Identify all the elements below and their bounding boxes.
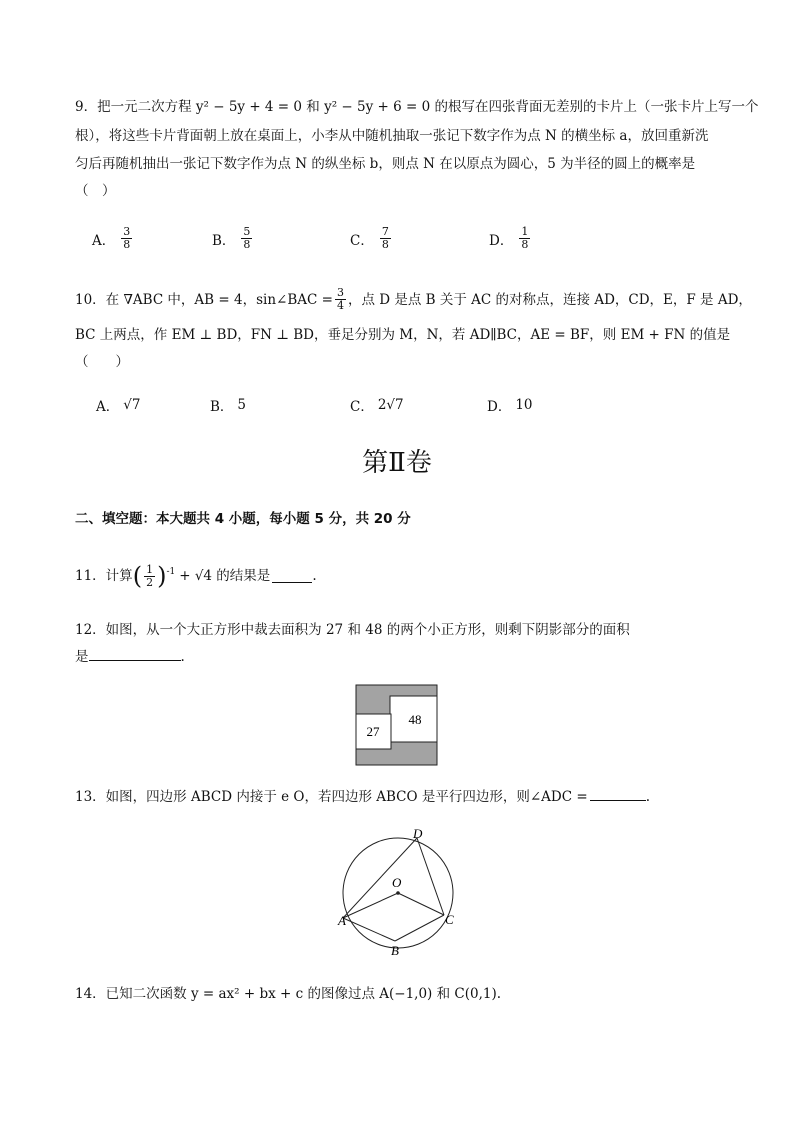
q12-square-figure xyxy=(355,684,439,766)
q9-option-d[interactable] xyxy=(489,226,532,251)
label-48: 48 xyxy=(408,712,422,727)
segment-da xyxy=(343,838,417,918)
q10-option-a[interactable] xyxy=(96,395,140,415)
q11-answer-blank[interactable] xyxy=(272,570,312,583)
q10-line-2: BC 上两点，作 EM ⊥ BD，FN ⊥ BD，垂足分别为 M，N，若 AD∥BC，AE = BF，则 EM + FN 的值是 xyxy=(75,327,731,343)
option-label: D． xyxy=(489,232,514,249)
segment-bc xyxy=(395,915,444,941)
left-paren: ( xyxy=(132,562,143,590)
option-label: B． xyxy=(212,232,236,249)
q11-suffix: + √4 的结果是 xyxy=(179,568,271,584)
q10-option-b[interactable] xyxy=(210,395,246,415)
option-label: C． xyxy=(350,399,374,415)
q9-option-a[interactable] xyxy=(92,226,134,251)
q9-line-3: 匀后再随机抽出一张记下数字作为点 N 的纵坐标 b，则点 N 在以原点为圆心，5 为半径的圆上的概率是 xyxy=(75,156,696,172)
option-fraction: $\frac{5}{8}$ xyxy=(243,225,251,251)
option-label: C． xyxy=(350,232,374,249)
option-fraction: $\frac{7}{8}$ xyxy=(381,225,389,251)
option-fraction: $\frac{3}{8}$ xyxy=(123,225,131,251)
center-point xyxy=(396,891,400,895)
option-label: D． xyxy=(487,399,512,415)
segment-ao xyxy=(343,893,398,918)
q9-line-1: 9．把一元二次方程 y² − 5y + 4 = 0 和 y² − 5y + 6 = 0 的根写在四张背面无差别的卡片上（一张卡片上写一个 xyxy=(75,99,759,115)
q13-text: 13．如图，四边形 ABCD 内接于 e O，若四边形 ABCO 是平行四边形，则∠ADC = xyxy=(75,789,588,805)
q11-fraction: $\frac{1}{2}$ xyxy=(146,562,154,589)
label-d: D xyxy=(413,826,423,841)
option-label: B． xyxy=(210,399,234,415)
q10-text-a: 10．在 ∇ABC 中，AB = 4，sin∠BAC = xyxy=(75,291,333,308)
option-label: A． xyxy=(96,399,120,415)
q11-line xyxy=(75,560,317,592)
q10-option-d[interactable] xyxy=(487,395,533,415)
section-heading: 二、填空题：本大题共 4 小题，每小题 5 分，共 20 分 xyxy=(75,511,411,527)
right-paren: ) xyxy=(157,562,167,590)
q11-end: . xyxy=(312,568,317,584)
q12-answer-blank[interactable] xyxy=(89,648,181,661)
q14-line: 14．已知二次函数 y = ax² + bx + c 的图像过点 A(−1,0) 和 C(0,1). xyxy=(75,986,502,1002)
q13-circle-figure xyxy=(334,823,464,958)
q11-exponent: -1 xyxy=(166,567,176,577)
q12-line-2 xyxy=(75,647,185,667)
q10-text-b: ，点 D 是点 B 关于 AC 的对称点，连接 AD，CD，E，F 是 AD， xyxy=(347,291,752,308)
q13-line xyxy=(75,787,650,807)
q13-end: . xyxy=(645,789,650,805)
segment-ab xyxy=(343,918,395,941)
q13-answer-blank[interactable] xyxy=(590,788,646,801)
option-fraction: $\frac{1}{8}$ xyxy=(521,225,529,251)
label-b: B xyxy=(391,943,399,958)
option-value: 2√7 xyxy=(377,397,404,413)
label-27: 27 xyxy=(366,724,380,739)
q10-line-3: （ ） xyxy=(75,354,129,370)
q10-line-1 xyxy=(75,287,752,312)
q11-prefix: 11．计算 xyxy=(75,568,133,584)
label-c: C xyxy=(445,912,454,927)
label-a: A xyxy=(338,913,346,928)
section-title: 第Ⅱ卷 xyxy=(362,448,432,478)
q9-line-4: （ ） xyxy=(75,183,116,199)
q9-option-b[interactable] xyxy=(212,226,254,251)
option-value: 5 xyxy=(237,397,247,413)
label-o: O xyxy=(392,875,402,890)
q12-prefix: 是 xyxy=(75,649,89,665)
q10-fraction: $\frac{3}{4}$ xyxy=(336,286,344,312)
q9-option-c[interactable] xyxy=(350,226,393,251)
q12-end: . xyxy=(180,649,185,665)
option-value: √7 xyxy=(123,397,141,413)
option-value: 10 xyxy=(515,397,533,413)
q12-line-1: 12．如图，从一个大正方形中裁去面积为 27 和 48 的两个小正方形，则剩下阴影部分的面积 xyxy=(75,622,630,638)
option-label: A． xyxy=(92,232,116,249)
q10-option-c[interactable] xyxy=(350,395,404,415)
segment-dc xyxy=(417,838,444,915)
q9-line-2: 根），将这些卡片背面朝上放在桌面上，小李从中随机抽取一张记下数字作为点 N 的横坐标 a，放回重新洗 xyxy=(75,128,709,144)
